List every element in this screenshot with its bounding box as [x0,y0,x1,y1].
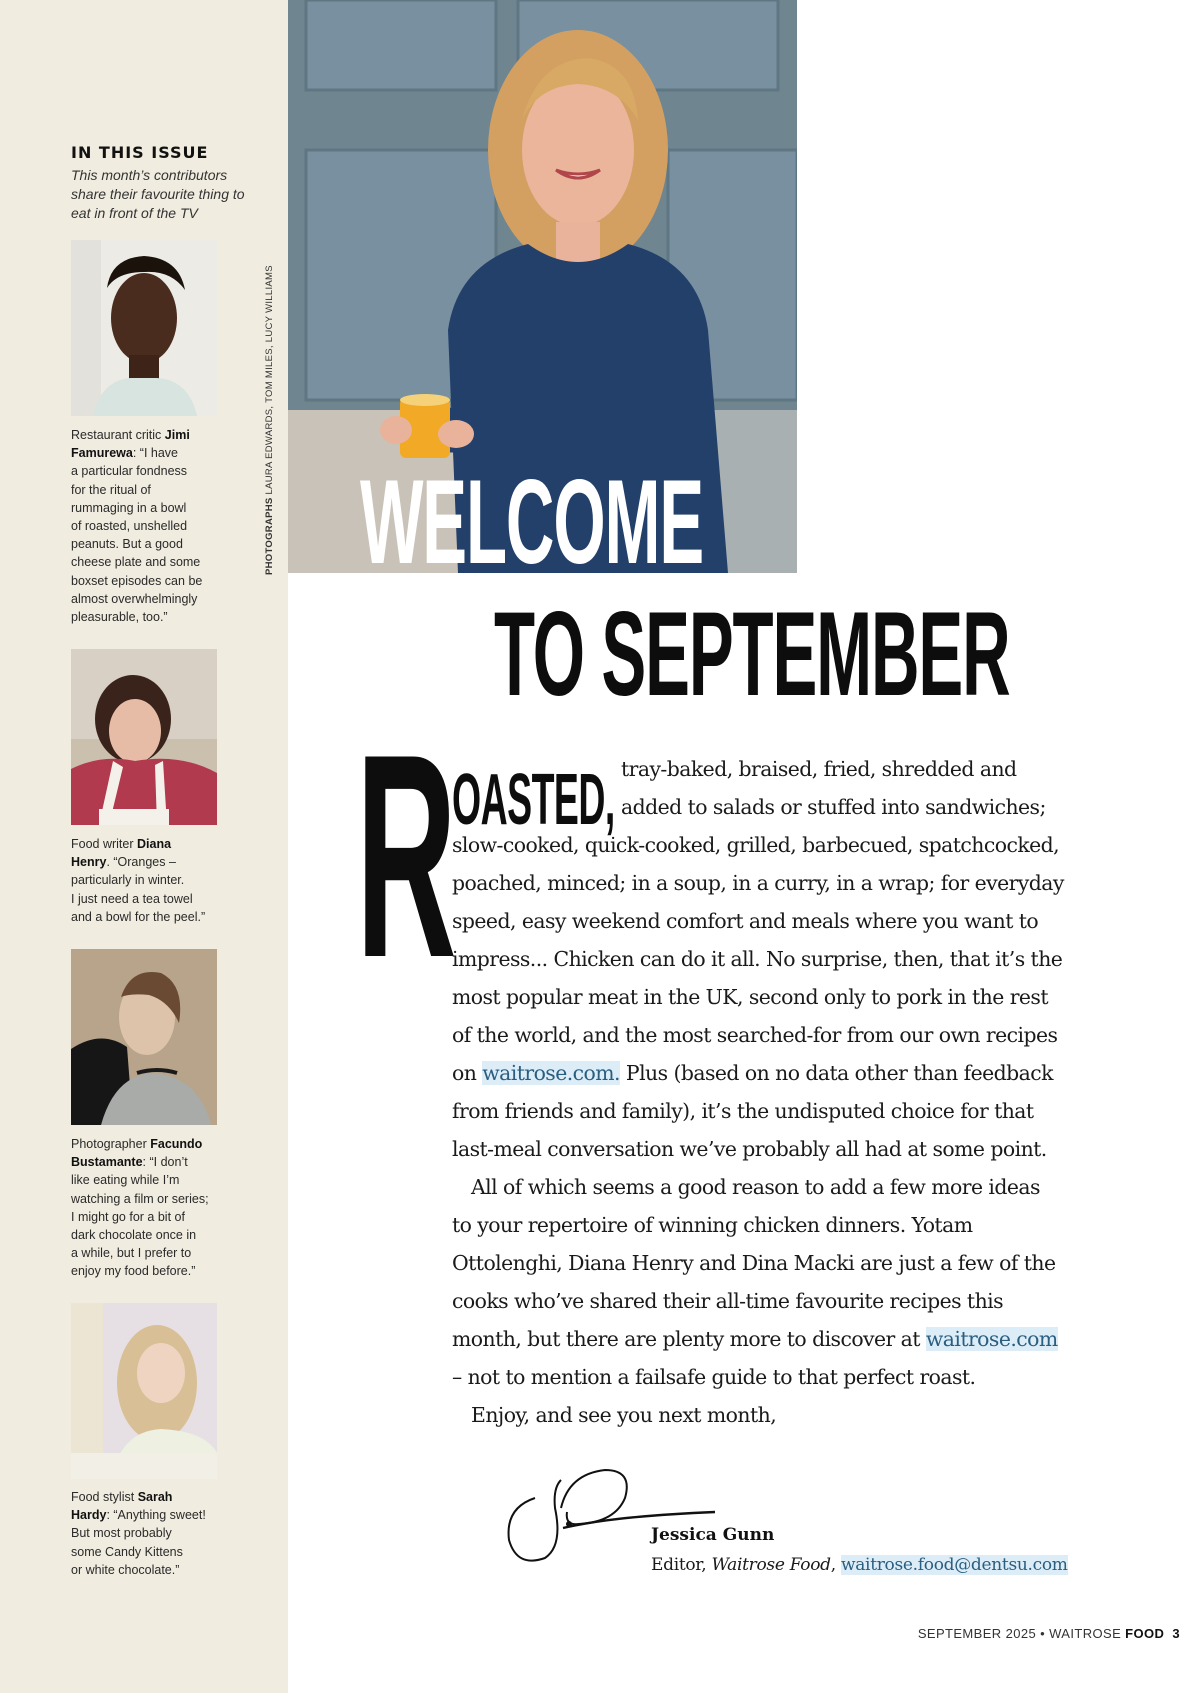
body-line: – not to mention a failsafe guide to that perfect roast. [452,1365,976,1389]
body-line: speed, easy weekend comfort and meals where you want to [452,909,1039,933]
photo-credit-names: LAURA EDWARDS, TOM MILES, LUCY WILLIAMS [264,265,275,498]
body-line: added to salads or stuffed into sandwiches; [621,795,1046,819]
quote-line: particularly in winter. [71,873,185,888]
quote-line: I might go for a bit of [71,1209,185,1224]
body-line: poached, minced; in a soup, in a curry, in a wrap; for everyday [452,871,1064,895]
body-line: on waitrose.com. Plus (based on no data other than feedback [452,1061,1053,1085]
quote-line: Henry. “Oranges – [71,855,176,870]
quote-line: some Candy Kittens [71,1544,183,1559]
body-line: All of which seems a good reason to add a few more ideas [471,1175,1040,1199]
body-line: Ottolenghi, Diana Henry and Dina Macki are just a few of the [452,1251,1056,1275]
photo-credit [264,265,275,575]
body-line: Enjoy, and see you next month, [471,1403,777,1427]
quote-line: or white chocolate.” [71,1562,180,1577]
lead-word: OASTED, [452,760,615,840]
quote-line: Bustamante: “I don’t [71,1155,188,1170]
editor-role [651,1555,1068,1575]
body-line: slow-cooked, quick-cooked, grilled, barbecued, spatchcocked, [452,833,1060,857]
quote-line: boxset episodes can be [71,573,203,588]
quote-line: Food writer Diana [71,837,172,851]
quote-line: Food stylist Sarah [71,1490,173,1504]
quote-line: enjoy my food before.” [71,1264,196,1279]
body-line: to your repertoire of winning chicken dinners. Yotam [452,1213,973,1237]
quote-line: and a bowl for the peel.” [71,909,206,924]
editor-name: Jessica Gunn [651,1525,775,1545]
sidebar-subtitle: This month’s contributors share their favourite thing to eat in front of the TV [71,167,245,221]
quote-line: pleasurable, too.” [71,610,168,625]
quote-line: for the ritual of [71,482,151,497]
body-line: impress... Chicken can do it all. No surprise, then, that it’s the [452,947,1063,971]
quote-line: like eating while I’m [71,1173,180,1188]
contributors-sidebar [0,0,288,1693]
waitrose-link[interactable]: waitrose.com. [482,1061,620,1085]
quote-line: Famurewa: “I have [71,446,179,461]
quote-line: of roasted, unshelled [71,519,188,534]
sidebar-title: IN THIS ISSUE [71,143,209,162]
contributor-photo-facundo-bustamante [71,949,217,1125]
headline-welcome: WELCOME [360,462,704,573]
quote-line: almost overwhelmingly [71,591,198,606]
body-line: cooks who’ve shared their all-time favourite recipes this [452,1289,1004,1313]
quote-line: I just need a tea towel [71,891,193,906]
contributor-quote-jimi-famurewa [71,426,221,626]
contributor-photo-jimi-famurewa [71,240,217,416]
quote-line: peanuts. But a good [71,537,183,552]
drop-cap: R [356,694,457,1018]
quote-line: watching a film or series; [71,1191,209,1206]
quote-line: rummaging in a bowl [71,500,187,515]
photo-credit-label: PHOTOGRAPHS [264,497,275,575]
folio-brand: FOOD [1125,1626,1165,1641]
headline-to-september: TO SEPTEMBER [494,587,1010,721]
body-line: tray-baked, braised, fried, shredded and [621,757,1017,781]
waitrose-link[interactable]: waitrose.com [925,1327,1058,1351]
quote-line: cheese plate and some [71,555,201,570]
editor-email-link[interactable]: waitrose.food@dentsu.com [840,1555,1068,1575]
editor-role-prefix: Editor, [651,1555,712,1575]
page-folio [918,1626,1180,1641]
quote-line: But most probably [71,1526,172,1541]
quote-line: dark chocolate once in [71,1228,197,1243]
body-line: from friends and family), it’s the undisputed choice for that [452,1099,1034,1123]
quote-line: Hardy: “Anything sweet! [71,1508,206,1523]
body-line: month, but there are plenty more to discover at waitrose.com [452,1327,1058,1351]
folio-issue: SEPTEMBER 2025 • WAITROSE [917,1626,1126,1641]
contributor-photo-sarah-hardy [71,1303,217,1479]
quote-line: a particular fondness [71,464,188,479]
publication-name: Waitrose Food [711,1555,831,1575]
separator: , [830,1555,841,1575]
contributor-quote-diana-henry [71,835,221,926]
body-line: last-meal conversation we’ve probably all had at some point. [452,1137,1047,1161]
contributor-photo-diana-henry [71,649,217,825]
contributor-quote-facundo-bustamante [71,1135,221,1281]
quote-line: Photographer Facundo [71,1137,203,1151]
body-line: most popular meat in the UK, second only to pork in the rest [452,985,1048,1009]
page-number: 3 [1172,1626,1180,1641]
quote-line: Restaurant critic Jimi [71,428,190,442]
body-line: of the world, and the most searched-for from our own recipes [452,1023,1058,1047]
contributor-quote-sarah-hardy [71,1488,221,1579]
quote-line: a while, but I prefer to [71,1246,192,1261]
